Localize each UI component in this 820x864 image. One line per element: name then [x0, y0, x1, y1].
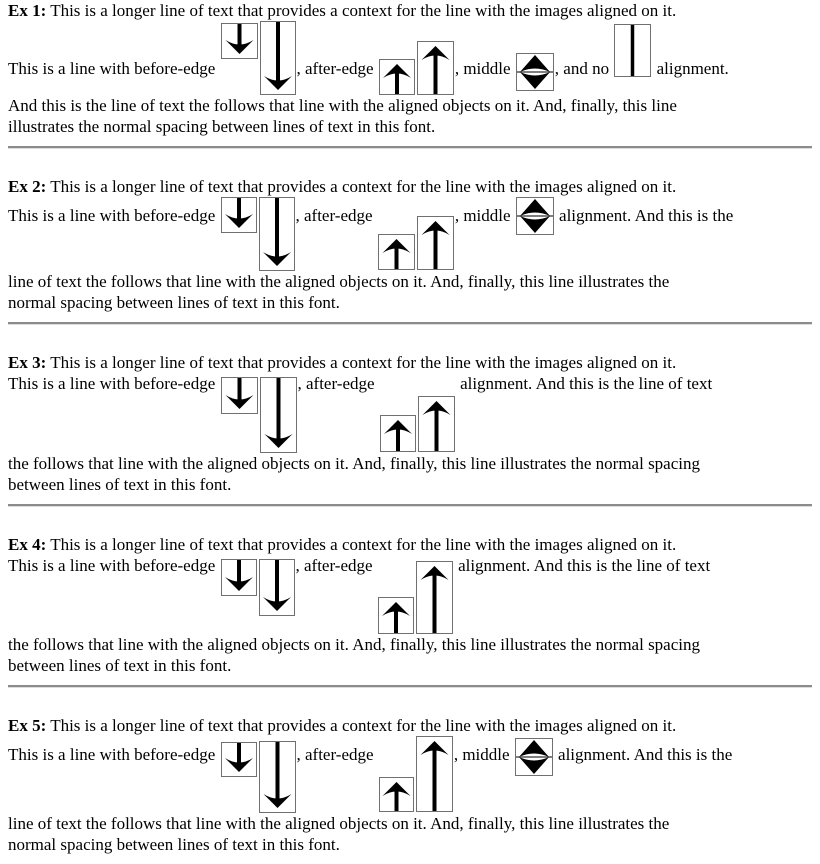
line-text-segment: alignment. And this is the — [553, 745, 733, 764]
alignment-test-page — [8, 0, 820, 864]
line-text-segment: , and no — [554, 59, 614, 78]
line-text-segment: alignment. And this is the line of text — [455, 374, 713, 393]
line-text-segment: This is a line with before-edge — [8, 59, 220, 78]
line-text-segment: illustrates the normal spacing between lines of text in this font. — [8, 117, 436, 136]
section-divider — [8, 146, 812, 149]
line-text-segment: , middle — [454, 206, 515, 225]
down-arrow-tall-image — [259, 559, 295, 616]
image-line — [8, 373, 820, 495]
section-divider — [8, 504, 812, 507]
example-label: Ex 3: — [8, 353, 47, 372]
example-block — [8, 0, 820, 149]
up-glyph — [418, 42, 453, 94]
down-arrow-short-image — [221, 23, 258, 59]
line-text-segment: This is a line with before-edge — [8, 374, 220, 393]
section-divider — [8, 322, 812, 325]
up-arrow-short-image — [379, 777, 414, 812]
vertical-line-image — [614, 24, 651, 77]
down-glyph — [222, 560, 256, 595]
up-down-arrow-image — [515, 738, 553, 776]
example-label: Ex 4: — [8, 535, 47, 554]
example-block — [8, 534, 820, 688]
up-arrow-tall-image — [417, 41, 454, 95]
line-text-segment: line of text the follows that line with the aligned objects on it. And, finally, this line illustrates the — [8, 814, 670, 833]
context-text: This is a longer line of text that provides a context for the line with the images aligned on it. — [46, 535, 677, 554]
line-text-segment: line of text the follows that line with the aligned objects on it. And, finally, this line illustrates the — [8, 272, 670, 291]
example-label: Ex 1: — [8, 1, 47, 20]
down-glyph — [260, 742, 295, 812]
down-glyph — [222, 743, 256, 776]
line-text-segment: alignment. And this is the — [554, 206, 734, 225]
up-glyph — [380, 60, 414, 94]
line-text-segment: This is a line with before-edge — [8, 556, 220, 575]
up-down-arrow-image — [516, 197, 554, 235]
line-text-segment: between lines of text in this font. — [8, 475, 232, 494]
line-text-segment: , after-edge — [295, 206, 377, 225]
down-glyph — [261, 22, 295, 94]
up-glyph — [379, 598, 413, 633]
line-text-segment: alignment. — [652, 59, 729, 78]
context-line — [8, 715, 820, 736]
down-glyph — [260, 560, 294, 615]
example-block — [8, 715, 820, 855]
line-text-segment: , middle — [453, 745, 514, 764]
line-text-segment: normal spacing between lines of text in this font. — [8, 293, 340, 312]
example-label: Ex 5: — [8, 716, 47, 735]
image-line — [8, 197, 820, 313]
line-text-segment: , after-edge — [297, 374, 379, 393]
line-text-segment: , after-edge — [295, 556, 377, 575]
line-text-segment: the follows that line with the aligned objects on it. And, finally, this line illustrates the normal spacing — [8, 635, 700, 654]
updown-glyph — [517, 54, 553, 90]
up-arrow-tall-image — [418, 396, 455, 452]
down-arrow-short-image — [221, 377, 258, 414]
updown-glyph — [517, 198, 553, 234]
up-glyph — [381, 416, 415, 451]
line-text-segment: , after-edge — [296, 59, 378, 78]
image-line — [8, 736, 820, 855]
up-glyph — [418, 217, 453, 269]
example-block — [8, 352, 820, 507]
context-text: This is a longer line of text that provides a context for the line with the images aligned on it. — [46, 1, 677, 20]
context-text: This is a longer line of text that provides a context for the line with the images aligned on it. — [46, 716, 677, 735]
context-line — [8, 176, 820, 197]
context-line — [8, 534, 820, 555]
line-text-segment: the follows that line with the aligned objects on it. And, finally, this line illustrates the normal spacing — [8, 454, 700, 473]
down-arrow-tall-image — [260, 377, 297, 453]
line-text-segment: This is a line with before-edge — [8, 745, 220, 764]
line-text-segment: , after-edge — [296, 745, 378, 764]
up-arrow-short-image — [378, 234, 415, 270]
context-text: This is a longer line of text that provides a context for the line with the images aligned on it. — [46, 177, 677, 196]
up-arrow-tall-image — [416, 561, 453, 634]
line-text-segment: alignment. And this is the line of text — [453, 556, 711, 575]
down-glyph — [222, 378, 257, 413]
up-glyph — [379, 235, 414, 269]
context-line — [8, 0, 820, 21]
plain-glyph — [615, 25, 650, 76]
up-arrow-short-image — [378, 597, 414, 634]
up-arrow-short-image — [380, 415, 416, 452]
updown-glyph — [516, 739, 552, 775]
examples-list — [8, 0, 820, 855]
section-divider — [8, 685, 812, 688]
image-line — [8, 21, 820, 137]
up-glyph — [417, 737, 452, 811]
down-arrow-tall-image — [259, 741, 296, 813]
down-arrow-short-image — [221, 742, 257, 777]
up-arrow-short-image — [379, 59, 415, 95]
line-text-segment: normal spacing between lines of text in this font. — [8, 835, 340, 854]
up-glyph — [419, 397, 454, 451]
line-text-segment: This is a line with before-edge — [8, 206, 220, 225]
down-glyph — [222, 24, 257, 58]
example-block — [8, 176, 820, 325]
down-arrow-tall-image — [259, 197, 295, 271]
line-text-segment: And this is the line of text the follows that line with the aligned objects on it. And, finally, this line — [8, 96, 677, 115]
up-glyph — [380, 778, 413, 811]
example-label: Ex 2: — [8, 177, 47, 196]
down-glyph — [261, 378, 296, 452]
image-line — [8, 555, 820, 676]
up-down-arrow-image — [516, 53, 554, 91]
down-arrow-short-image — [221, 559, 257, 596]
line-text-segment: between lines of text in this font. — [8, 656, 232, 675]
down-glyph — [222, 198, 256, 232]
context-text: This is a longer line of text that provides a context for the line with the images aligned on it. — [46, 353, 677, 372]
up-arrow-tall-image — [416, 736, 453, 812]
line-text-segment: , middle — [454, 59, 515, 78]
up-glyph — [417, 562, 452, 633]
down-arrow-tall-image — [260, 21, 296, 95]
up-arrow-tall-image — [417, 216, 454, 270]
context-line — [8, 352, 820, 373]
down-arrow-short-image — [221, 197, 257, 233]
down-glyph — [260, 198, 294, 270]
